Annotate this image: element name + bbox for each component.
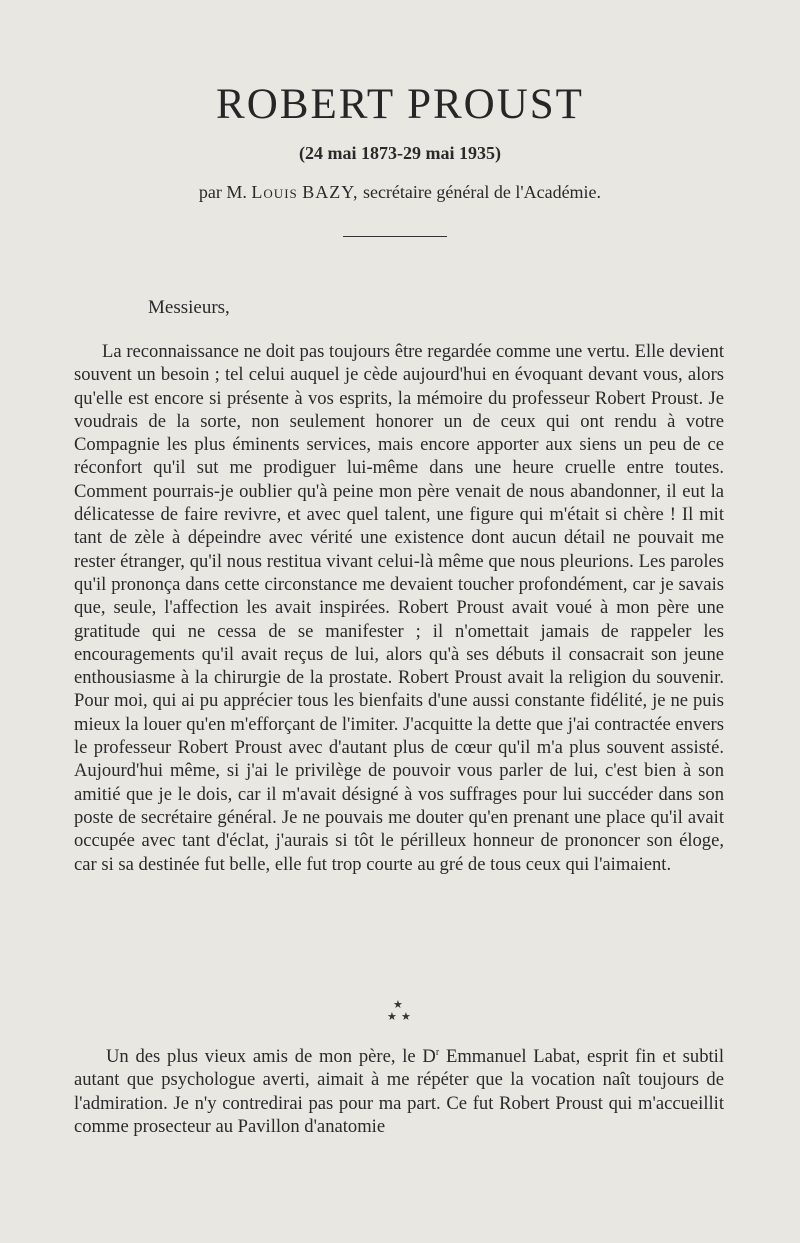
life-dates: (24 mai 1873-29 mai 1935) xyxy=(299,143,501,163)
asterism-star: ★ xyxy=(393,999,403,1011)
title-divider xyxy=(343,236,447,237)
paragraph-2 xyxy=(74,1045,724,1138)
author-last-name: BAZY, xyxy=(302,182,359,202)
asterism-star: ★ xyxy=(401,1011,411,1023)
author-line xyxy=(0,182,800,203)
asterism-star: ★ xyxy=(387,1011,397,1023)
author-prefix: par M. xyxy=(198,182,247,202)
page-title: ROBERT PROUST xyxy=(216,81,584,128)
author-first-name: Louis xyxy=(251,182,298,202)
doctor-abbrev-sup: r xyxy=(435,1046,440,1058)
paragraph-2-rest: Emmanuel Labat, esprit fin et subtil autant que psychologue averti, aimait à me répéter que la vocation naît toujours de l'admiration. Je n'y contredirai pas pour ma part. Ce fut Robert Proust qui m'accueillit comme prosecteur au Pavillon d'anatomie xyxy=(74,1046,724,1137)
salutation: Messieurs, xyxy=(148,297,230,318)
paragraph-2-start: Un des plus vieux amis de mon père, le D xyxy=(106,1046,436,1067)
author-role: secrétaire général de l'Académie. xyxy=(362,182,602,202)
section-separator xyxy=(373,998,423,1032)
paragraph-1: La reconnaissance ne doit pas toujours être regardée comme une vertu. Elle devient souvent un besoin ; tel celui auquel je cède aujourd'hui en évoquant devant vous, alors qu'elle est encore si présente à vos esprits, la mémoire du professeur Robert Proust. Je voudrais de la sorte, non seulement honorer un de ceux qui ont rendu à votre Compagnie les plus éminents services, mais encore apporter aux siens un peu de ce réconfort qu'il sut me prodiguer lui-même dans une heure cruelle entre toutes. Comment pourrais-je oublier qu'à peine mon père venait de nous abandonner, il eut la délicatesse de faire revivre, et avec quel talent, une figure qui m'était si chère ! Il mit tant de zèle à dépeindre avec vérité une existence dont aucun détail ne pouvait me rester étranger, qu'il nous restitua vivant celui-là même que nous pleurions. Les paroles qu'il prononça dans cette circonstance me devaient toucher profondément, car je savais que, seule, l'affection les avait inspirées. Robert Proust avait voué à mon père une gratitude qui ne cessa de se manifester ; il n'omettait jamais de rappeler les encouragements qu'il avait reçus de lui, alors qu'à ses débuts il consacrait son jeune enthousiasme à la chirurgie de la prostate. Robert Proust avait la religion du souvenir. Pour moi, qui ai pu apprécier tous les bienfaits d'une aussi constante fidélité, je ne puis mieux la louer qu'en m'efforçant de l'imiter. J'acquitte la dette que j'ai contractée envers le professeur Robert Proust avec d'autant plus de cœur qu'il m'a plus souvent assisté. Aujourd'hui même, si j'ai le privilège de pouvoir vous parler de lui, c'est bien à son amitié que je le dois, car il m'avait désigné à vos suffrages pour lui succéder dans son poste de secrétaire général. Je ne pouvais me douter qu'en prenant une place qu'il avait occupée avec tant d'éclat, j'aurais si tôt le périlleux honneur de prononcer son éloge, car si sa destinée fut belle, elle fut trop courte au gré de tous ceux qui l'aimaient. xyxy=(74,341,724,875)
